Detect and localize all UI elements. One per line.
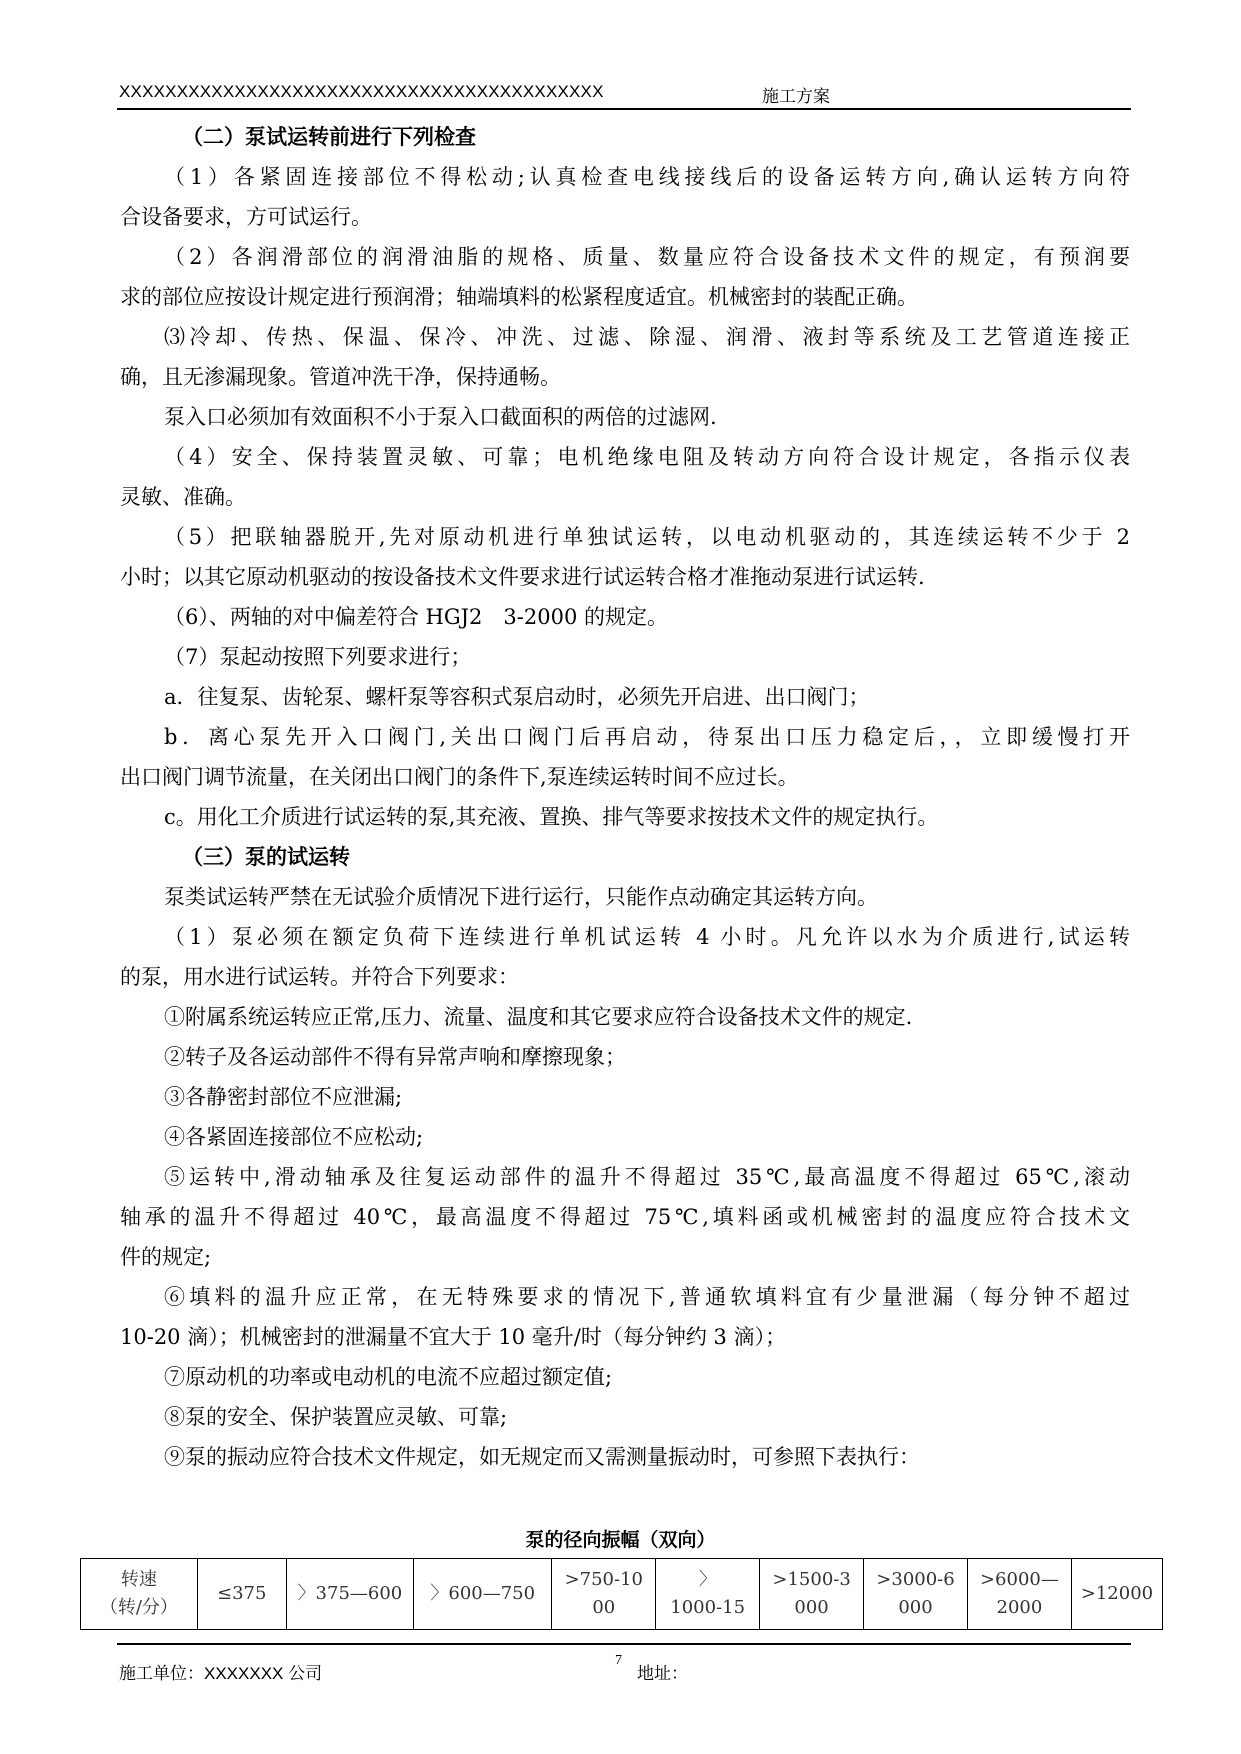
vibration-table (80, 1558, 1163, 1630)
paragraph-line: a．往复泵、齿轮泵、螺杆泵等容积式泵启动时，必须先开启进、出口阀门； (164, 685, 870, 709)
paragraph-line: 轴承的温升不得超过 40℃，最高温度不得超过 75℃,填料函或机械密封的温度应符合技术文 (120, 1205, 1130, 1229)
table-cell (760, 1559, 864, 1630)
paragraph-line: ⑤运转中,滑动轴承及往复运动部件的温升不得超过 35℃,最高温度不得超过 65℃,滚动 (164, 1165, 1130, 1189)
table-cell (967, 1559, 1071, 1630)
paragraph-line: （5）把联轴器脱开,先对原动机进行单独试运转，以电动机驱动的，其连续运转不少于 2 (164, 525, 1130, 549)
paragraph-line: ⑶冷却、传热、保温、保冷、冲洗、过滤、除湿、润滑、液封等系统及工艺管道连接正 (164, 325, 1130, 349)
table-cell (864, 1559, 968, 1630)
paragraph-line: 件的规定; (120, 1245, 212, 1269)
table-cell (286, 1559, 413, 1630)
paragraph-line: b．离心泵先开入口阀门,关出口阀门后再启动，待泵出口压力稳定后，，立即缓慢打开 (164, 725, 1130, 749)
cell-line: 〉 (698, 1569, 717, 1590)
table-cell (552, 1559, 656, 1630)
paragraph-line: 合设备要求，方可试运行。 (120, 205, 372, 229)
cell-line: >750-10 (564, 1569, 643, 1590)
document-body (120, 117, 1130, 1477)
table-title: 泵的径向振幅（双向） (525, 1529, 716, 1551)
cell-line: ≤375 (216, 1583, 267, 1604)
paragraph-line: 灵敏、准确。 (120, 485, 246, 509)
header-doc-type: 施工方案 (762, 87, 830, 106)
paragraph-line: （1）各紧固连接部位不得松动;认真检查电线接线后的设备运转方向,确认运转方向符 (164, 165, 1130, 189)
section-heading: （二）泵试运转前进行下列检查 (182, 125, 476, 149)
cell-line: >12000 (1080, 1583, 1154, 1604)
cell-line: 000 (898, 1597, 933, 1618)
paragraph-line: ⑧泵的安全、保护装置应灵敏、可靠; (164, 1405, 508, 1429)
cell-line: 2000 (996, 1597, 1043, 1618)
paragraph-line: ⑨泵的振动应符合技术文件规定，如无规定而又需测量振动时，可参照下表执行： (164, 1445, 920, 1469)
paragraph-line: （2）各润滑部位的润滑油脂的规格、质量、数量应符合设备技术文件的规定，有预润要 (164, 245, 1130, 269)
cell-line: >6000— (979, 1569, 1059, 1590)
section-heading: （三）泵的试运转 (182, 845, 350, 869)
paragraph-line: 泵类试运转严禁在无试验介质情况下进行运行，只能作点动确定其运转方向。 (164, 885, 878, 909)
paragraph-line: 泵入口必须加有效面积不小于泵入口截面积的两倍的过滤网. (164, 405, 717, 429)
footer-construction-unit: 施工单位：XXXXXXX 公司 (119, 1664, 323, 1683)
paragraph-line: 的泵，用水进行试运转。并符合下列要求： (120, 965, 519, 989)
page-footer (117, 1643, 1131, 1685)
header-project-name: XXXXXXXXXXXXXXXXXXXXXXXXXXXXXXXXXXXXXXXXXX (119, 82, 604, 101)
table-cell (1071, 1559, 1162, 1630)
table-cell (414, 1559, 552, 1630)
paragraph-line: 小时；以其它原动机驱动的按设备技术文件要求进行试运转合格才准拖动泵进行试运转. (120, 565, 925, 589)
paragraph-line: c。用化工介质进行试运转的泵,其充液、置换、排气等要求按技术文件的规定执行。 (164, 805, 939, 829)
table-row (81, 1559, 1163, 1630)
cell-line: 〉375—600 (297, 1583, 403, 1604)
page-header (117, 78, 1131, 110)
cell-line: 00 (592, 1597, 616, 1618)
paragraph-line: ⑦原动机的功率或电动机的电流不应超过额定值; (164, 1365, 613, 1389)
paragraph-line: （1）泵必须在额定负荷下连续进行单机试运转 4 小时。凡允许以水为介质进行,试运转 (164, 925, 1130, 949)
cell-line: >1500-3 (772, 1569, 851, 1590)
footer-address: 地址： (637, 1664, 688, 1683)
table-header-cell (81, 1559, 198, 1630)
table-cell (197, 1559, 286, 1630)
paragraph-line: 10-20 滴）；机械密封的泄漏量不宜大于 10 毫升/时（每分钟约 3 滴）； (120, 1325, 787, 1349)
paragraph-line: 确，且无渗漏现象。管道冲洗干净，保持通畅。 (120, 365, 561, 389)
cell-line: >3000-6 (876, 1569, 955, 1590)
paragraph-line: ③各静密封部位不应泄漏; (164, 1085, 403, 1109)
table-cell (656, 1559, 760, 1630)
paragraph-line: 出口阀门调节流量，在关闭出口阀门的条件下,泵连续运转时间不应过长。 (120, 765, 799, 789)
cell-line: 〉600—750 (430, 1583, 536, 1604)
paragraph-line: ②转子及各运动部件不得有异常声响和摩擦现象； (164, 1045, 626, 1069)
paragraph-line: （6）、两轴的对中偏差符合 HGJ2 3-2000 的规定。 (164, 605, 668, 629)
paragraph-line: ⑥填料的温升应正常，在无特殊要求的情况下,普通软填料宜有少量泄漏（每分钟不超过 (164, 1285, 1130, 1309)
paragraph-line: ①附属系统运转应正常,压力、流量、温度和其它要求应符合设备技术文件的规定. (164, 1005, 913, 1029)
paragraph-line: ④各紧固连接部位不应松动; (164, 1125, 424, 1149)
cell-line: （转/分） (99, 1597, 178, 1618)
paragraph-line: （7）泵起动按照下列要求进行； (164, 645, 472, 669)
cell-line: 1000-15 (670, 1597, 746, 1618)
cell-line: 转速 (120, 1569, 157, 1590)
page-number: 7 (615, 1653, 622, 1668)
cell-line: 000 (794, 1597, 829, 1618)
paragraph-line: 求的部位应按设计规定进行预润滑；轴端填料的松紧程度适宜。机械密封的装配正确。 (120, 285, 918, 309)
paragraph-line: （4）安全、保持装置灵敏、可靠；电机绝缘电阻及转动方向符合设计规定，各指示仪表 (164, 445, 1130, 469)
vibration-table-wrap (80, 1558, 1163, 1630)
